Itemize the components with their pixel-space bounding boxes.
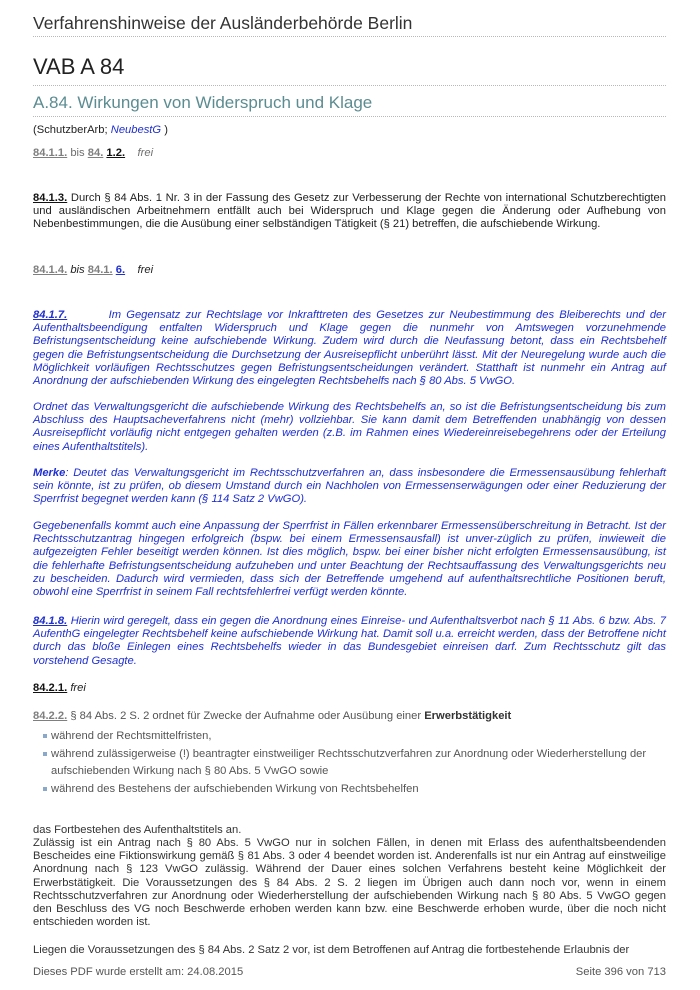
neubestg-link[interactable]: NeubestG: [110, 124, 162, 136]
para-number[interactable]: 84.1.8.: [33, 615, 68, 627]
para-number[interactable]: 84.1.: [87, 264, 113, 276]
para-text: frei: [67, 682, 86, 694]
para-84-1-3: [33, 192, 666, 232]
title-divider: [33, 85, 666, 86]
source-suffix: ): [161, 124, 168, 136]
section-divider: [33, 116, 666, 117]
range-separator: bis: [67, 264, 88, 276]
para-text: Hierin wird geregelt, dass ein gegen die Anordnung eines Einreise- und Aufenthaltsverbot nach § 11 Abs. 6 bzw. Abs. 7 AufenthG eingelegter Rechtsbehelf keine aufschiebende Wirkung hat. Damit soll u.a. erreicht werden, dass der Betroffene nicht durch das bloße Einlegen eines Rechtsbehelfs wieder in das Bundesgebiet einreisen darf. Zum Rechtsschutz gilt das vorstehend Gesagte.: [33, 615, 666, 667]
document-title: VAB A 84: [33, 54, 125, 79]
footer-created-date: Dieses PDF wurde erstellt am: 24.08.2015: [33, 966, 244, 978]
para-ordnet: Ordnet das Verwaltungsgericht die aufschiebende Wirkung des Rechtsbehelfs an, so ist die Befristungsentscheidung bis zum Abschluss des Hauptsacheverfahrens nicht (mehr) vollziehbar. Sie kann damit dem Betreffenden unabhängig von dessen Ausreisepflicht vorläufig nicht entgegen gehalten werden (z.B. im Rahmen eines Wiedereinreisebegehrens oder der Erteilung eines Aufenthaltstitels).: [33, 401, 666, 453]
para-number[interactable]: 84.1.7.: [33, 309, 68, 321]
source-line: [33, 124, 666, 137]
para-number[interactable]: 1.2.: [106, 147, 126, 159]
para-number[interactable]: 84.1.4.: [33, 264, 68, 276]
para-number[interactable]: 84.1.3.: [33, 192, 68, 204]
section-title: A.84. Wirkungen von Widerspruch und Klage: [33, 93, 373, 112]
para-merke: [33, 467, 666, 507]
source-prefix: (SchutzberArb;: [33, 124, 111, 136]
footer-page-number: Seite 396 von 713: [575, 966, 666, 978]
para-number[interactable]: 84.: [87, 147, 104, 159]
para-84-2-2: [33, 710, 666, 723]
para-text: frei: [137, 264, 154, 276]
para-text: : Deutet das Verwaltungsgericht im Rechtsschutzverfahren an, dass insbesondere die Ermessensausübung fehlerhaft sein könnte, ist zu prüfen, ob diesem Umstand durch ein Nachholen von Ermessenserwägungen oder einer Reduzierung der Sperrfrist begegnet werden kann (§ 114 Satz 2 VwGO).: [33, 467, 666, 506]
para-84-1-4: [33, 264, 666, 277]
para-84-1-8: [33, 615, 666, 668]
para-text: § 84 Abs. 2 S. 2 ordnet für Zwecke der Aufnahme oder Ausübung einer: [67, 710, 425, 722]
para-84-1-1: [33, 147, 666, 160]
para-84-1-7: [33, 309, 666, 388]
para-text: Im Gegensatz zur Rechtslage vor Inkrafttreten des Gesetzes zur Neubestimmung des Bleiberechts und der Aufenthaltsbeendigung entfalten Widerspruch und Klage gegen die nunmehr von Amtswegen vorzunehmende Befristungsentscheidung keine aufschiebende Wirkung. Zudem wird durch die Neufassung betont, dass ein Rechtsbehelf gegen die Befristungsentscheidung die Durchsetzung der Ausreisepflicht unberührt lässt. Mit der Neuregelung wurde auch die Möglichkeit vorläufigen Rechtsschutzes gegen Befristungsentscheidungen verändert. Statthaft ist nunmehr ein Antrag auf Anordnung der aufschiebenden Wirkung des eingelegten Rechtsbehelfs nach § 80 Abs. 5 VwGO.: [33, 309, 666, 388]
para-84-2-1: [33, 682, 666, 695]
header-title: Verfahrenshinweise der Ausländerbehörde Berlin: [33, 13, 413, 33]
header-divider: [33, 36, 666, 37]
range-separator: bis: [67, 147, 88, 159]
para-text: Durch § 84 Abs. 1 Nr. 3 in der Fassung des Gesetz zur Verbesserung der Rechte von international Schutzberechtigten und ausländischen Arbeitnehmern entfällt auch bei Widerspruch und Klage gegen die Änderung oder Aufhebung von Nebenbestimmungen, die die Ausübung einer selbständigen Tätigkeit (§ 21) betreffen, die aufschiebende Wirkung.: [33, 192, 666, 231]
list-item: während des Bestehens der aufschiebenden Wirkung von Rechtsbehelfen: [43, 781, 666, 799]
para-liegen: Liegen die Voraussetzungen des § 84 Abs. 2 Satz 2 vor, ist dem Betroffenen auf Antrag die fortbestehende Erlaubnis der: [33, 944, 630, 956]
para-fortbestehen: das Fortbestehen des Aufenthaltstitels an.: [33, 824, 242, 836]
para-zulaessig: Zulässig ist ein Antrag nach § 80 Abs. 5 VwGO nur in solchen Fällen, in denen mit Erlass des aufenthaltsbeendenden Bescheides eine Fiktionswirkung gemäß § 81 Abs. 3 oder 4 beendet worden ist. Anderenfalls ist nur ein Antrag auf einstweilige Anordnung nach § 123 VwGO zulässig. Während der Dauer eines solchen Verfahrens besteht keine Möglichkeit der Erwerbstätigkeit. Die Voraussetzungen des § 84 Abs. 2 S. 2 liegen im Übrigen auch dann noch vor, wenn in einem Rechtsschutzverfahren zur Anordnung oder Wiederherstellung der aufschiebenden Wirkung nach § 80 Abs. 5 VwGO gegen den Beschluss des VG noch Beschwerde erhoben werden kann bzw. eine Beschwerde erhoben wurde, über die noch nicht entschieden worden ist.: [33, 837, 666, 929]
para-bold-term: Erwerbstätigkeit: [424, 710, 512, 722]
para-gegebenenfalls: Gegebenenfalls kommt auch eine Anpassung der Sperrfrist in Fällen erkennbarer Ermessensüberschreitung in Betracht. Ist der Rechtsschutzantrag hingegen erfolgreich (bspw. bei einem Ermessensausfall) ist unver-züglich zu prüfen, inwieweit die aufgezeigten Fehler beseitigt werden können. Ist dies möglich, bspw. bei einer bisher nicht erfolgten Ermessensausübung, ist die fehlerhafte Befristungsentscheidung aufzuheben und unter Beachtung der Rechtsauffassung des Verwaltungsgerichts neu zu bescheiden. Dadurch wird vermieden, dass sich der Betreffende umgehend auf aufenthaltsrechtliche Positionen beruft, obwohl eine Sperrfrist in seinem Fall rechtsfehlerfrei verfügt werden könnte.: [33, 520, 666, 599]
para-number[interactable]: 84.1.1.: [33, 147, 68, 159]
list-item: während zulässigerweise (!) beantragter einstweiliger Rechtsschutzverfahren zur Anordnung oder Wiederherstellung der aufschiebenden Wirkung nach § 80 Abs. 5 VwGO sowie: [43, 746, 666, 781]
para-number[interactable]: 84.2.2.: [33, 710, 68, 722]
list-item: während der Rechtsmittelfristen,: [43, 728, 666, 746]
para-number[interactable]: 6.: [115, 264, 126, 276]
merke-label: Merke: [33, 467, 66, 479]
para-number[interactable]: 84.2.1.: [33, 682, 68, 694]
para-text: frei: [137, 147, 154, 159]
bullet-list: [43, 728, 666, 798]
